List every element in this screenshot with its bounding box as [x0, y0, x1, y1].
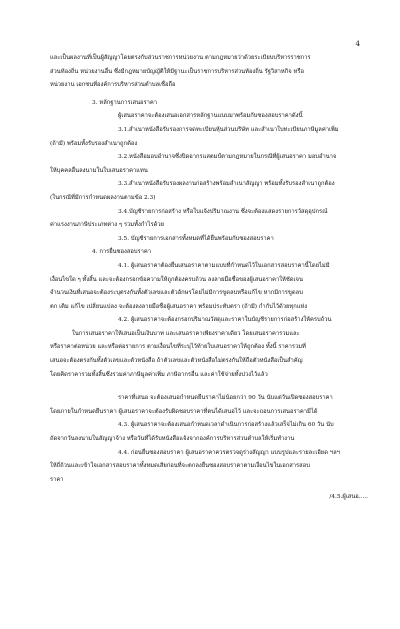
paragraph-line: ราคา [50, 476, 64, 483]
continuation-note: /4.5.ผู้เสนอ..... [329, 494, 368, 501]
paragraph-line: 3.4.บัญชีรายการก่อสร้าง หรือใบแจ้งปริมาณงาน ซึ่งจะต้องแสดงรายการวัสดุอุปกรณ์ [118, 208, 328, 215]
paragraph-line: ถัดจากวันลงนามในสัญญาจ้าง หรือวันที่ได้รับหนังสือแจ้งจากองค์การบริหารส่วนตำบลให้เริ่มทำงาน [50, 436, 295, 443]
paragraph-line: โดยภายในกำหนดยืนราคา ผู้เสนอราคาจะต้องรับผิดชอบราคาที่ตนได้เสนอไว้ และจะถอนการเสนอราคามิได้ [50, 408, 318, 415]
paragraph-line: ให้บุคคลอื่นลงนามในใบเสนอราคาแทน [50, 167, 148, 174]
paragraph-line: 3.2.หนังสือมอบอำนาจซึ่งปิดอากรแสตมป์ตามกฎหมายในกรณีที่ผู้เสนอราคา มอบอำนาจ [118, 154, 337, 161]
paragraph-line: และเป็นผลงานที่เป็นผู้สัญญาโดยตรงกับส่วนราชการหน่วยงาน ตามกฎหมายว่าด้วยระเบียบบริหารราชการ [50, 55, 311, 61]
paragraph-line: 3.5. บัญชีรายการเอกสารทั้งหมดที่ได้ยื่นพร้อมกับซองสอบราคา [118, 235, 274, 242]
paragraph-line: 4.2. ผู้เสนอราคาจะต้องกรอกปริมาณวัสดุและราคาในบัญชีรายการก่อสร้างให้ครบถ้วน [118, 317, 332, 324]
document-body [50, 52, 368, 505]
paragraph-line: ราคาที่เสนอ จะต้องเสนอกำหนดยืนราคาไม่น้อยกว่า 90 วัน นับแต่วันเปิดซองสอบราคา [118, 395, 333, 402]
page-number: 4 [355, 40, 360, 48]
section-heading: 3. หลักฐานการเสนอราคา [92, 99, 158, 106]
paragraph-line: หน่วยงาน เอกชนที่องค์การบริหารส่วนตำบลเชื่อถือ [50, 82, 176, 89]
paragraph-line: (ในกรณีที่มีการกำหนดผลงานตามข้อ 2.3) [50, 194, 156, 201]
paragraph-line: ในการเสนอราคาให้เสนอเป็นเงินบาท และเสนอราคาเพียงราคาเดียว โดยเสนอราคารวมและ [72, 330, 300, 337]
paragraph-line: จำนวนเงินที่เสนอจะต้องระบุตรงกันทั้งตัวเลขและตัวอักษรโดยไม่มีการขูดลบหรือแก้ไข หากมีการขูดลบ [50, 290, 303, 297]
paragraph-line: 4.4. ก่อนยื่นซองสอบราคา ผู้เสนอราคาควรตรวจดูร่างสัญญา แบบรูปและรายละเอียด ฯลฯ [118, 449, 340, 456]
paragraph-line: 4.3. ผู้เสนอราคาจะต้องเสนอกำหนดเวลาดำเนินการก่อสร้างแล้วเสร็จไม่เกิน 60 วัน นับ [118, 422, 334, 429]
paragraph-line: เงื่อนไขใด ๆ ทั้งสิ้น และจะต้องกรอกข้อความให้ถูกต้องครบถ้วน ลงลายมือชื่อของผู้เสนอราคาให้ชัดเจน [50, 276, 303, 283]
paragraph-line: ให้ถี่ถ้วนและเข้าใจเอกสารสอบราคาทั้งหมดเสียก่อนที่จะตกลงยื่นซองสอบราคาตามเงื่อนไขในเอกสารสอบ [50, 463, 310, 470]
paragraph-line: โดยคิดราคารวมทั้งสิ้นซึ่งรวมค่าภาษีมูลค่าเพิ่ม ภาษีอากรอื่น และค่าใช้จ่ายทั้งปวงไว้แล้ว [50, 371, 268, 378]
paragraph-line: หรือราคาต่อหน่วย และหรือต่อรายการ ตามเงื่อนไขที่ระบุไว้ท้ายใบเสนอราคาให้ถูกต้อง ทั้งนี้ ราคารวมที่ [50, 344, 306, 351]
paragraph-line: 3.1.สำเนาหนังสือรับรองการจดทะเบียนหุ้นส่วนบริษัท และสำเนาใบทะเบียนภาษีมูลค่าเพิ่ม [118, 126, 339, 133]
paragraph-line: ส่วนท้องถิ่น หน่วยงานอื่น ซึ่งมีกฎหมายบัญญัติให้มีฐานะเป็นราชการบริหารส่วนท้องถิ่น รัฐวิสาหกิจ หรือ [50, 68, 304, 75]
paragraph-line: 3.3.สำเนาหนังสือรับรองผลงานก่อสร้างพร้อมสำเนาสัญญา พร้อมทั้งรับรองสำเนาถูกต้อง [118, 181, 335, 188]
paragraph-line: เสนอจะต้องตรงกันทั้งตัวเลขและตัวหนังสือ ถ้าตัวเลขและตัวหนังสือไม่ตรงกันให้ถือตัวหนังสือเป็นสำคัญ [50, 358, 303, 365]
paragraph-line: 4.1. ผู้เสนอราคาต้องยื่นเสนอราคาตามแบบที่กำหนดไว้ในเอกสารสอบราคานี้โดยไม่มี [118, 262, 330, 269]
section-heading: 4. การยื่นซองสอบราคา [92, 249, 152, 256]
paragraph-line: ผู้เสนอราคาจะต้องเสนอเอกสารหลักฐานแนบมาพร้อมกับซองสอบราคาดังนี้ [118, 113, 303, 120]
paragraph-line: (ถ้ามี) พร้อมทั้งรับรองสำเนาถูกต้อง [50, 140, 138, 147]
paragraph-line: ตก เติม แก้ไข เปลี่ยนแปลง จะต้องลงลายมือชื่อผู้เสนอราคา พร้อมประทับตรา (ถ้ามี) กำกับไว้ด้วยทุกแห่ง [50, 303, 308, 310]
paragraph-line: ค่าแรงงานภาษีประเภทต่าง ๆ รวมทั้งกำไรด้วย [50, 222, 164, 229]
